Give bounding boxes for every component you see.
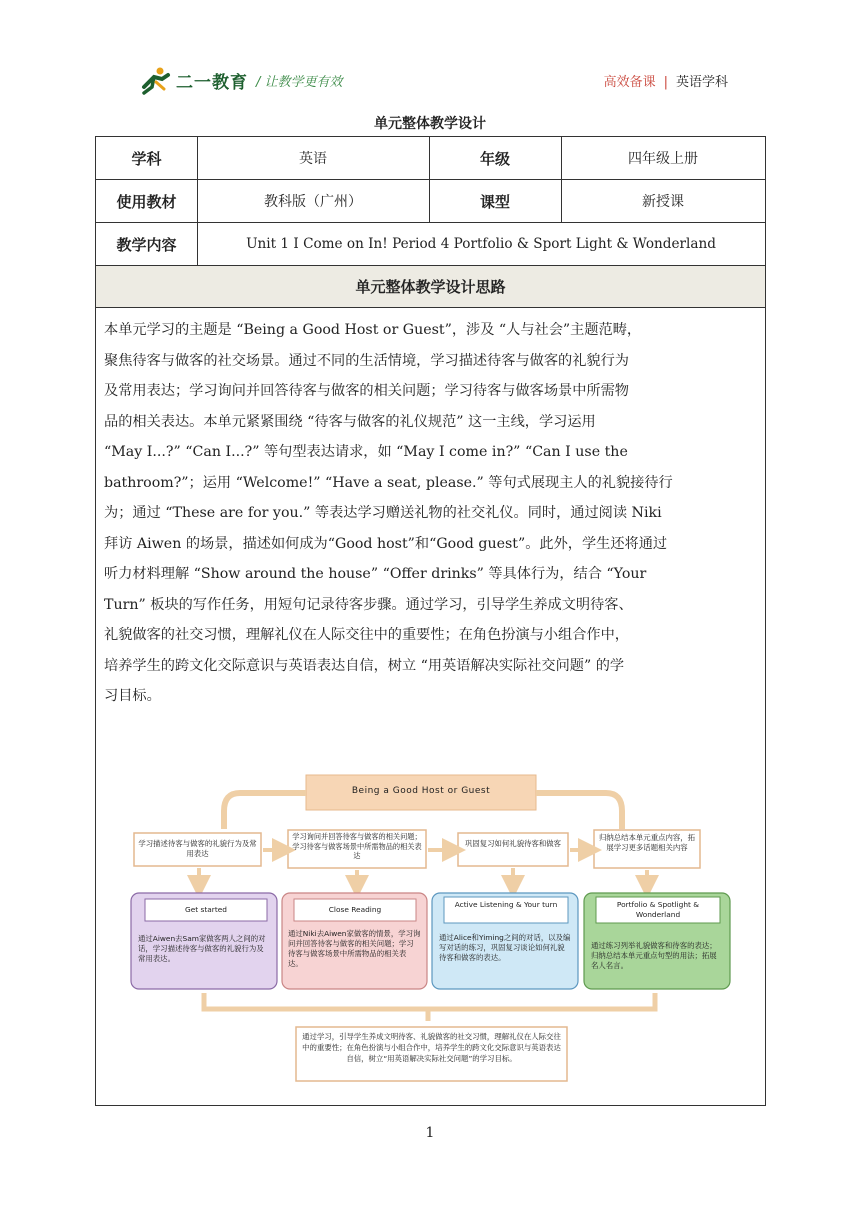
value-subject: 英语 <box>299 151 327 167</box>
paragraph-line: 习目标。 <box>104 688 161 704</box>
paragraph-line: 礼貌做客的社交习惯，理解礼仪在人际交往中的重要性；在角色扮演与小组合作中， <box>104 627 629 643</box>
goal-1: 学习描述待客与做客的礼貌行为及常用表达 <box>138 839 257 858</box>
tag-separator: | <box>663 75 668 90</box>
header-tags <box>604 71 728 90</box>
paragraph-line: 本单元学习的主题是 “Being a Good Host or Guest”，涉及 “人与社会”主题范畴， <box>104 322 642 338</box>
page-header <box>138 64 728 96</box>
value-grade: 四年级上册 <box>628 151 698 167</box>
paragraph-line: “May I...?” “Can I...?” 等句型表达请求，如 “May I come in?” “Can I use the <box>104 444 628 460</box>
page-number: 1 <box>425 1125 435 1141</box>
paragraph-line: 及常用表达；学习询问并回答待客与做客的相关问题；学习待客与做客场景中所需物 <box>104 383 629 399</box>
design-rationale-paragraph <box>104 315 758 712</box>
table-row-subject <box>96 137 765 180</box>
paragraph-line: 培养学生的跨文化交际意识与英语表达自信，树立 “用英语解决实际社交问题” 的学 <box>104 657 625 674</box>
tag-english-subject: 英语学科 <box>675 75 728 90</box>
section-heading-row <box>96 266 765 308</box>
table-row-content <box>96 223 765 266</box>
logo <box>138 64 248 96</box>
paragraph-line: 聚焦待客与做客的社交场景。通过不同的生活情境，学习描述待客与做客的礼貌行为 <box>104 352 629 369</box>
tag-efficient-prep: 高效备课 <box>603 75 656 90</box>
lesson-1-title: Get started <box>185 905 227 914</box>
paragraph-line: Turn” 板块的写作任务，用短句记录待客步骤。通过学习，引导学生养成文明待客、 <box>104 596 633 613</box>
goal-4: 归纳总结本单元重点内容，拓展学习更多话题相关内容 <box>598 833 696 852</box>
lesson-4-title: Portfolio & Spotlight & Wonderland <box>616 900 700 919</box>
goal-3: 巩固复习如何礼貌待客和做客 <box>464 839 562 848</box>
logo-text: 二一教育 <box>176 72 248 93</box>
design-table <box>95 136 766 1106</box>
diagram-top-theme: Being a Good Host or Guest <box>351 786 491 796</box>
value-lesson-type: 新授课 <box>642 194 684 210</box>
label-subject: 学科 <box>131 149 162 168</box>
lesson-3-title: Active Listening & Your turn <box>454 900 558 909</box>
lesson-2-desc: 通过Niki去Aiwen家做客的情景，学习询问并回答待客与做客的相关问题；学习待客与做客场景中所需物品的相关表达。 <box>288 929 421 968</box>
value-textbook: 教科版（广州） <box>264 194 362 210</box>
label-textbook: 使用教材 <box>116 192 177 211</box>
lesson-1-desc: 通过Aiwen去Sam家做客两人之间的对话，学习描述待客与做客的礼貌行为及常用表达。 <box>138 934 266 963</box>
label-grade: 年级 <box>479 149 510 168</box>
runner-logo-icon <box>138 65 174 95</box>
paragraph-line: 拜访 Aiwen 的场景，描述如何成为“Good host”和“Good guest”。此外，学生还将通过 <box>104 535 668 552</box>
lesson-4-desc: 通过练习列举礼貌做客和待客的表达；归纳总结本单元重点句型的用法；拓展名人名言。 <box>591 941 717 970</box>
table-row-textbook <box>96 180 765 223</box>
lesson-3-desc: 通过Alice和Yiming之间的对话，以及编写对话的练习，巩固复习谈论如何礼貌待客和做客的表达。 <box>439 933 571 962</box>
slogan: / 让教学更有效 <box>256 75 343 90</box>
unit-structure-diagram <box>128 771 734 1086</box>
diagram-summary: 通过学习，引导学生养成文明待客、礼貌做客的社交习惯，理解礼仪在人际交往中的重要性；在角色扮演与小组合作中，培养学生的跨文化交际意识与英语表达自信，树立“用英语解决实际社交问题”的学习目标。 <box>302 1032 561 1063</box>
paragraph-line: 品的相关表达。本单元紧紧围绕 “待客与做客的礼仪规范” 这一主线，学习运用 <box>104 413 596 430</box>
value-content: Unit 1 I Come on In! Period 4 Portfolio & Sport Light & Wonderland <box>246 236 716 252</box>
paragraph-line: 听力材料理解 “Show around the house” “Offer drinks” 等具体行为，结合 “Your <box>104 566 647 582</box>
goal-2: 学习询问并回答待客与做客的相关问题；学习待客与做客场景中所需物品的相关表达 <box>292 832 422 861</box>
label-lesson-type: 课型 <box>479 192 510 211</box>
paragraph-line: bathroom?”；运用 “Welcome!” “Have a seat, please.” 等句式展现主人的礼貌接待行 <box>104 474 673 491</box>
section-heading: 单元整体教学设计思路 <box>355 278 506 296</box>
lesson-2-title: Close Reading <box>328 905 382 914</box>
document-title: 单元整体教学设计 <box>374 116 486 132</box>
label-content: 教学内容 <box>116 235 177 254</box>
paragraph-line: 为；通过 “These are for you.” 等表达学习赠送礼物的社交礼仪。同时，通过阅读 Niki <box>104 505 662 521</box>
